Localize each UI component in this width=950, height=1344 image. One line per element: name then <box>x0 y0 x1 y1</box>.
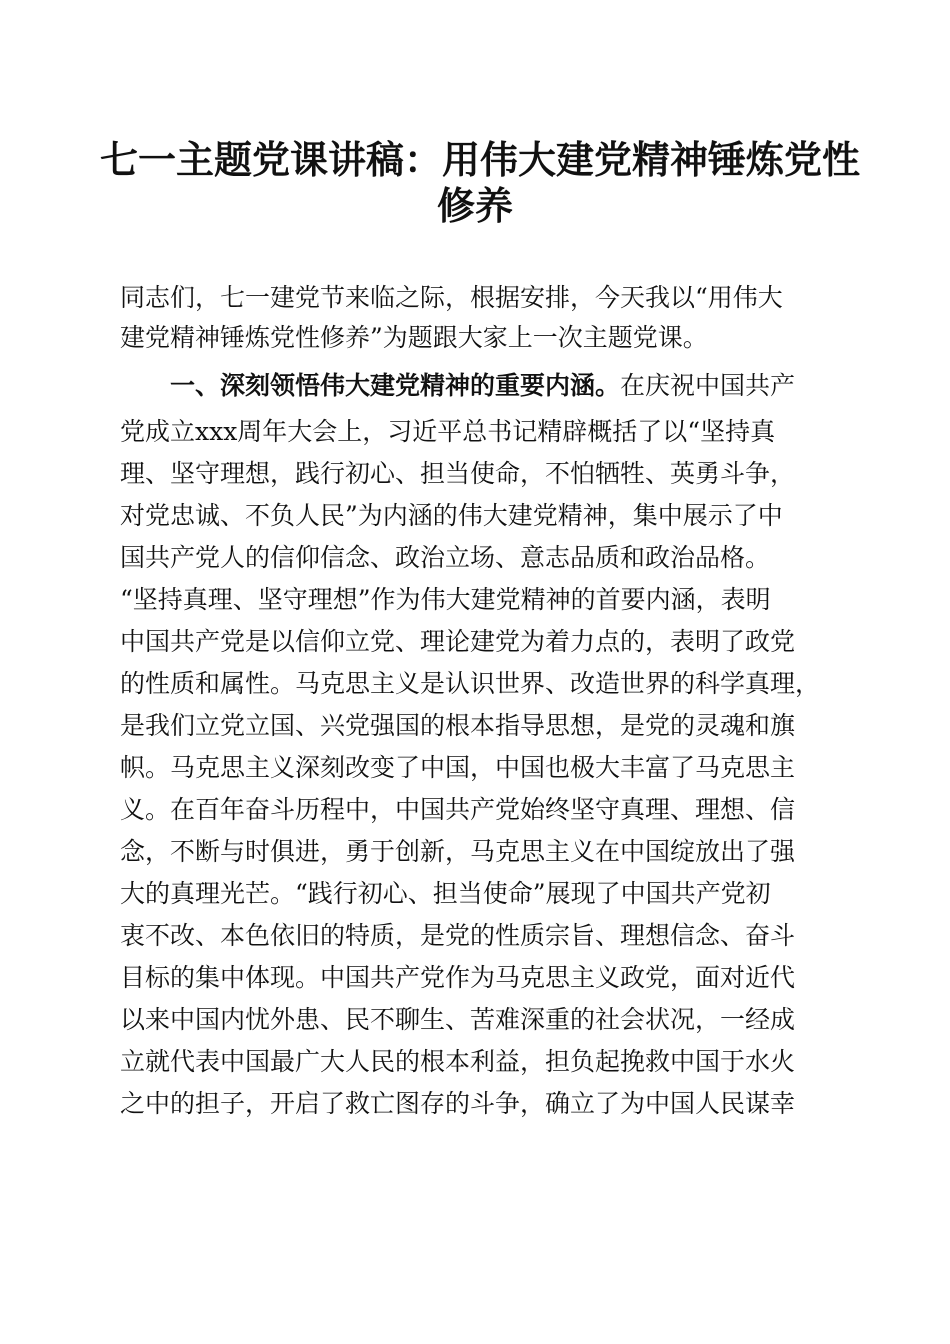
section-1-line: 对党忠诚、不负人民”为内涵的伟大建党精神，集中展示了中 <box>120 501 783 530</box>
document-title-line-1: 七一主题党课讲稿：用伟大建党精神锤炼党性 <box>100 137 861 182</box>
section-1-first-line <box>170 366 795 406</box>
document-body <box>120 278 840 1158</box>
section-1-line: 之中的担子，开启了救亡图存的斗争，确立了为中国人民谋幸 <box>120 1089 796 1118</box>
section-1-line: 党成立xxx周年大会上，习近平总书记精辟概括了以“坚持真 <box>120 417 776 446</box>
section-1-line: 帜。马克思主义深刻改变了中国，中国也极大丰富了马克思主 <box>120 753 796 782</box>
section-1-line: 以来中国内忧外患、民不聊生、苦难深重的社会状况，一经成 <box>120 1005 796 1034</box>
section-1-first-line-rest: 在庆祝中国共产 <box>620 371 796 400</box>
section-1-heading: 一、深刻领悟伟大建党精神的重要内涵。 <box>170 371 621 400</box>
section-1-line: 衷不改、本色依旧的特质，是党的性质宗旨、理想信念、奋斗 <box>120 921 796 950</box>
document-title-line-2: 修养 <box>436 183 513 228</box>
section-1-line: 的性质和属性。马克思主义是认识世界、改造世界的科学真理， <box>120 669 821 698</box>
intro-line: 同志们，七一建党节来临之际，根据安排，今天我以“用伟大 <box>120 283 783 312</box>
section-1-line: 念，不断与时俱进，勇于创新，马克思主义在中国绽放出了强 <box>120 837 796 866</box>
section-1-line: 目标的集中体现。中国共产党作为马克思主义政党，面对近代 <box>120 963 796 992</box>
intro-line: 建党精神锤炼党性修养”为题跟大家上一次主题党课。 <box>120 323 708 352</box>
section-1-line: 大的真理光芒。“践行初心、担当使命”展现了中国共产党初 <box>120 879 771 908</box>
section-1-line: 立就代表中国最广大人民的根本利益，担负起挽救中国于水火 <box>120 1047 796 1076</box>
section-1-line: 是我们立党立国、兴党强国的根本指导思想，是党的灵魂和旗 <box>120 711 796 740</box>
section-1-line: “坚持真理、坚守理想”作为伟大建党精神的首要内涵，表明 <box>120 585 771 614</box>
section-1-line: 国共产党人的信仰信念、政治立场、意志品质和政治品格。 <box>120 543 771 572</box>
section-1-line: 义。在百年奋斗历程中，中国共产党始终坚守真理、理想、信 <box>120 795 796 824</box>
section-1-line: 中国共产党是以信仰立党、理论建党为着力点的，表明了政党 <box>120 627 796 656</box>
section-1-line: 理、坚守理想，践行初心、担当使命，不怕牺牲、英勇斗争， <box>120 459 796 488</box>
